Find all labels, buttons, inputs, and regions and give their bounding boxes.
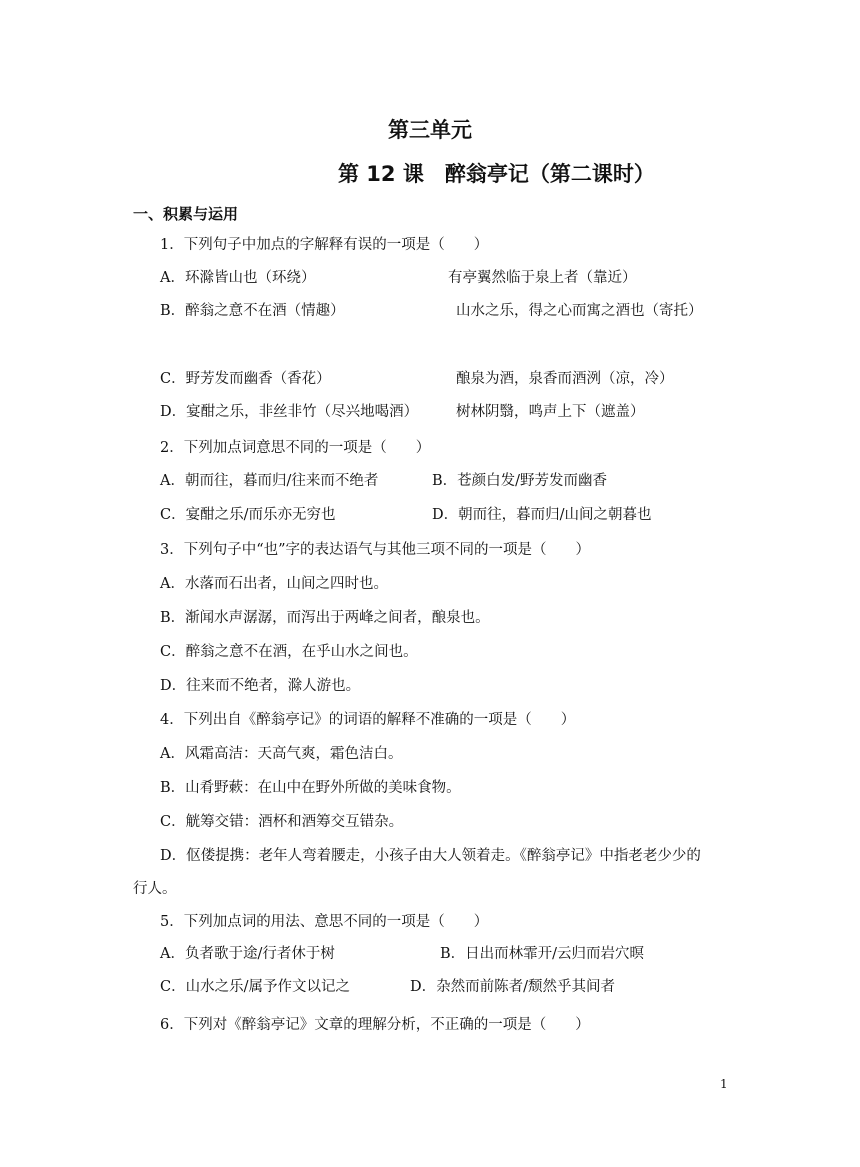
- q5-option-b: B．日出而林霏开/云归而岩穴暝: [440, 946, 645, 962]
- lesson-title: 第 12 课 醉翁亭记（第二课时）: [338, 162, 655, 186]
- q1-option-b: B．醉翁之意不在酒（情趣）: [160, 303, 345, 319]
- q2-option-a: A．朝而往，暮而归/往来而不绝者: [160, 473, 379, 489]
- q4-option-b: B．山肴野蔌：在山中在野外所做的美味食物。: [160, 780, 461, 796]
- q1-option-a: A．环滁皆山也（环绕）: [160, 270, 316, 286]
- q3-option-c: C．醉翁之意不在酒，在乎山水之间也。: [160, 644, 418, 660]
- unit-title: 第三单元: [388, 118, 472, 142]
- q3-option-b: B．渐闻水声潺潺，而泻出于两峰之间者，酿泉也。: [160, 610, 490, 626]
- q3-option-a: A．水落而石出者，山间之四时也。: [160, 576, 388, 592]
- q1-stem: 1．下列句子中加点的字解释有误的一项是（ ）: [160, 237, 489, 253]
- q2-stem: 2．下列加点词意思不同的一项是（ ）: [160, 440, 431, 456]
- q1-option-d: D．宴酣之乐，非丝非竹（尽兴地喝酒）: [160, 404, 419, 420]
- section-heading: 一、积累与运用: [133, 205, 239, 223]
- q6-stem: 6．下列对《醉翁亭记》文章的理解分析，不正确的一项是（ ）: [160, 1017, 590, 1033]
- q2-option-c: C．宴酣之乐/而乐亦无穷也: [160, 507, 336, 523]
- q5-stem: 5．下列加点词的用法、意思不同的一项是（ ）: [160, 914, 489, 930]
- q5-option-c: C．山水之乐/属予作文以记之: [160, 979, 350, 995]
- q4-stem: 4．下列出自《醉翁亭记》的词语的解释不准确的一项是（ ）: [160, 712, 576, 728]
- q4-option-a: A．风霜高洁：天高气爽，霜色洁白。: [160, 746, 403, 762]
- q1-option-d-second: 树林阴翳，鸣声上下（遮盖）: [456, 404, 645, 420]
- q1-option-b-second: 山水之乐，得之心而寓之酒也（寄托）: [456, 303, 703, 319]
- q4-option-c: C．觥筹交错：酒杯和酒筹交互错杂。: [160, 814, 404, 830]
- q4-option-d: D．伛偻提携：老年人弯着腰走，小孩子由大人领着走。《醉翁亭记》中指老老少少的: [160, 848, 701, 864]
- q3-stem: 3．下列句子中“也”字的表达语气与其他三项不同的一项是（ ）: [160, 542, 591, 558]
- q1-option-a-second: 有亭翼然临于泉上者（靠近）: [448, 270, 637, 286]
- q1-option-c: C．野芳发而幽香（香花）: [160, 371, 331, 387]
- q3-option-d: D．往来而不绝者，滁人游也。: [160, 678, 361, 694]
- page-number: 1: [720, 1077, 728, 1091]
- q2-option-d: D．朝而往，暮而归/山间之朝暮也: [432, 507, 652, 523]
- q2-option-b: B．苍颜白发/野芳发而幽香: [432, 473, 608, 489]
- q5-option-a: A．负者歌于途/行者休于树: [160, 946, 335, 962]
- q1-option-c-second: 酿泉为酒，泉香而酒洌（凉，冷）: [456, 371, 674, 387]
- q4-option-d-continued: 行人。: [133, 881, 177, 897]
- q5-option-d: D．杂然而前陈者/颓然乎其间者: [410, 979, 616, 995]
